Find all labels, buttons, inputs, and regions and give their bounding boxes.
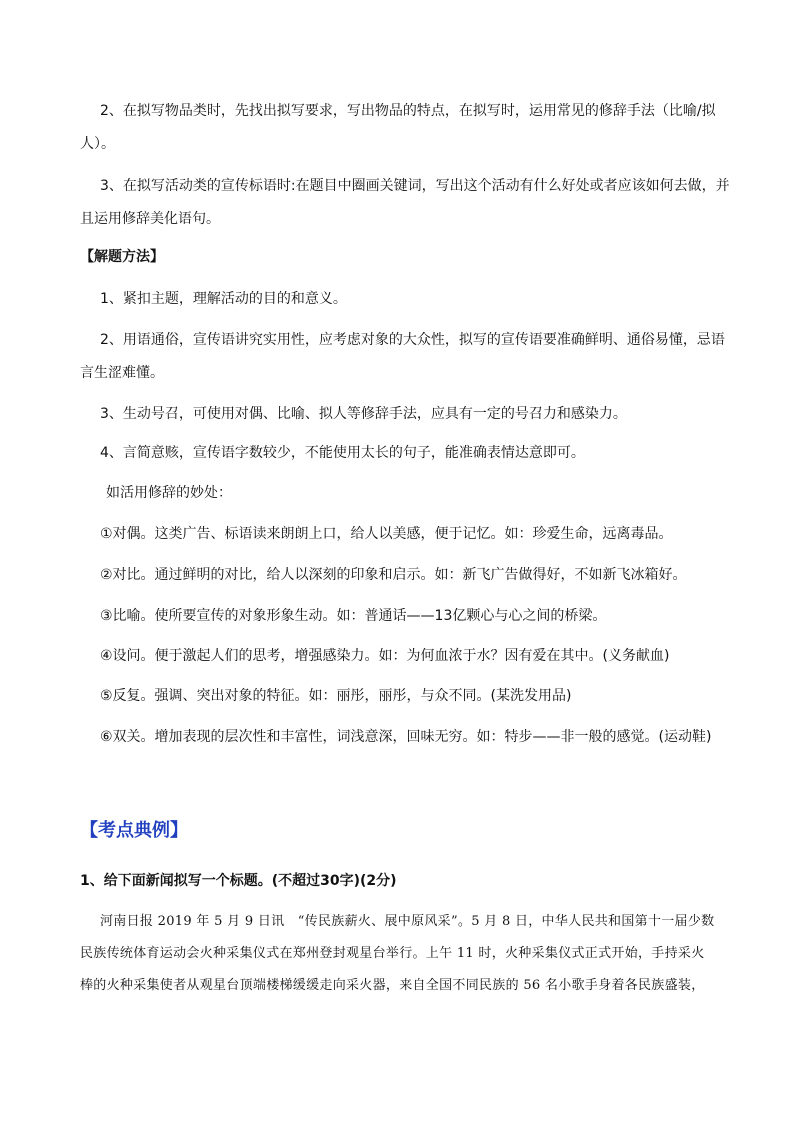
paragraph-line: 且运用修辞美化语句。 [80,211,220,227]
paragraph-line: ⑤反复。强调、突出对象的特征。如：丽彤，丽彤，与众不同。(某洗发用品) [100,688,572,704]
paragraph-line: ⑥双关。增加表现的层次性和丰富性，词浅意深，回味无穷。如：特步——非一般的感觉。(运动鞋) [100,729,712,745]
paragraph-line: 言生涩难懂。 [80,365,164,381]
passage-line: 河南日报 2019 年 5 月 9 日讯 “传民族薪火、展中原风采”。5 月 8 日，中华人民共和国第十一届少数 [100,914,715,929]
paragraph-line: 2、在拟写物品类时，先找出拟写要求，写出物品的特点，在拟写时，运用常见的修辞手法（比喻/拟 [100,103,716,119]
passage-line: 棒的火种采集使者从观星台顶端楼梯缓缓走向采火器，来自全国不同民族的 56 名小歌手身着各民族盛装， [80,978,705,993]
paragraph-line: 如活用修辞的妙处： [106,485,232,501]
passage-line: 民族传统体育运动会火种采集仪式在郑州登封观星台举行。上午 11 时，火种采集仪式正式开始，手持采火 [80,946,705,961]
method-heading: 【解题方法】 [80,249,164,265]
paragraph-line: 3、在拟写活动类的宣传标语时:在题目中圈画关键词，写出这个活动有什么好处或者应该如何去做，并 [100,178,730,194]
paragraph-line: 3、生动号召，可使用对偶、比喻、拟人等修辞手法，应具有一定的号召力和感染力。 [100,406,627,422]
paragraph-line: 1、紧扣主题，理解活动的目的和意义。 [100,291,347,307]
paragraph-line: ③比喻。使所要宣传的对象形象生动。如：普通话——13亿颗心与心之间的桥梁。 [100,608,607,624]
section-heading: 【考点典例】 [80,820,188,841]
question-text: 1、给下面新闻拟写一个标题。(不超过30字)(2分) [80,873,397,889]
paragraph-line: 2、用语通俗，宣传语讲究实用性，应考虑对象的大众性，拟写的宣传语要准确鲜明、通俗易懂，忌语 [100,332,725,348]
paragraph-line: ④设问。便于激起人们的思考，增强感染力。如：为何血浓于水？因有爱在其中。(义务献血) [100,648,670,664]
paragraph-line: ②对比。通过鲜明的对比，给人以深刻的印象和启示。如：新飞广告做得好，不如新飞冰箱好。 [100,567,687,583]
paragraph-line: 4、言简意赅，宣传语字数较少，不能使用太长的句子，能准确表情达意即可。 [100,445,585,461]
paragraph-line: 人）。 [80,136,115,152]
paragraph-line: ①对偶。这类广告、标语读来朗朗上口，给人以美感，便于记忆。如：珍爱生命，远离毒品。 [100,526,673,542]
